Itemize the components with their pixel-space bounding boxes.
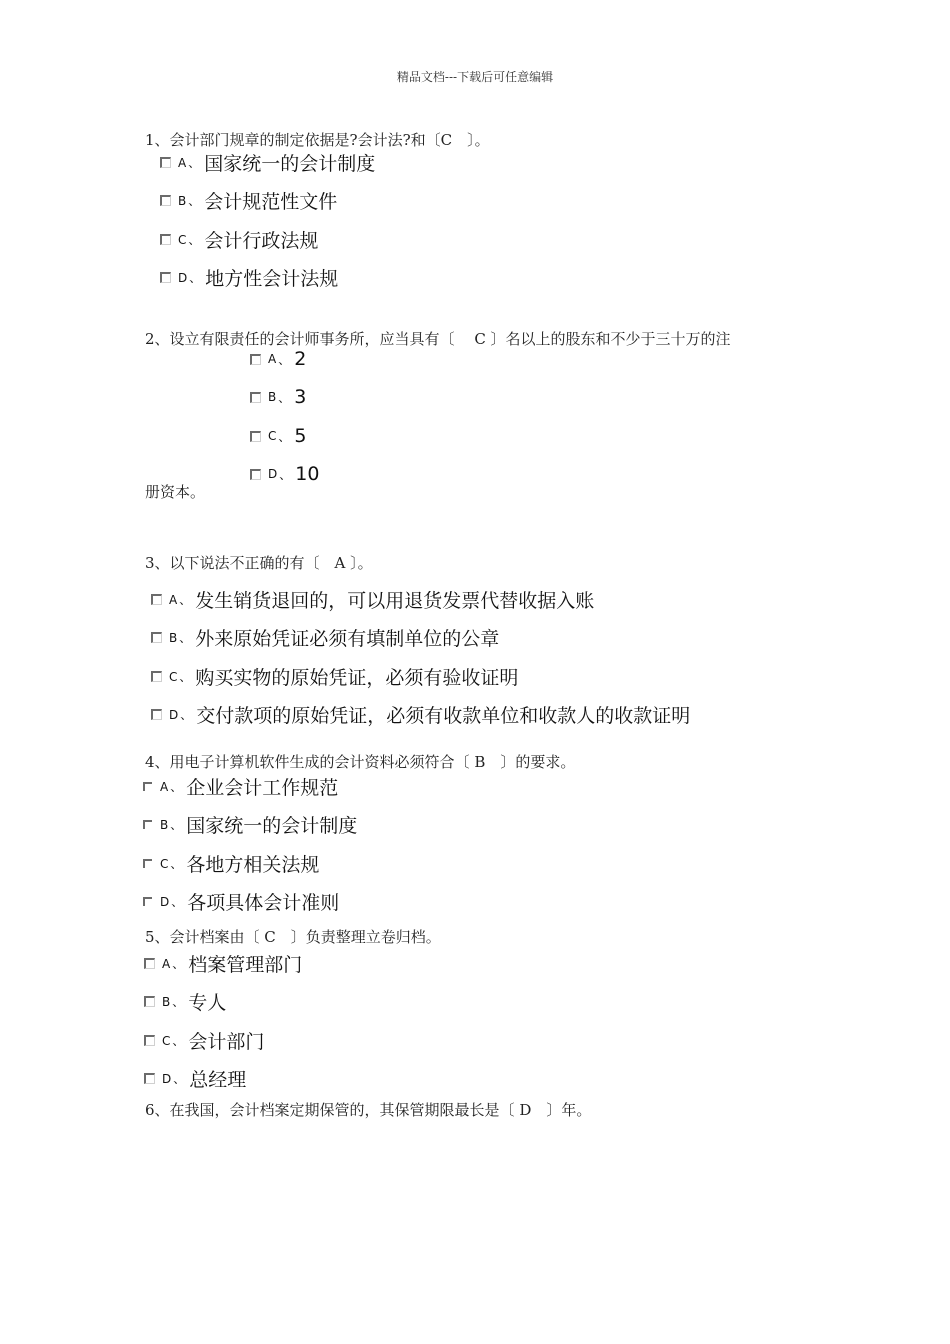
checkbox[interactable] [144,1035,155,1046]
option-label: 3 [294,386,307,408]
option-label: 会计规范性文件 [204,191,338,213]
option-letter: A [178,155,187,170]
q2-option-c[interactable]: C 、 5 [250,425,307,447]
option-letter: B [169,630,178,645]
q4-option-a[interactable]: A 、 企业会计工作规范 [143,773,338,800]
q3-option-d[interactable]: D 、 交付款项的原始凭证，必须有收款单位和收款人的收款证明 [151,701,690,728]
q5-option-a[interactable]: A 、 档案管理部门 [144,950,302,977]
checkbox[interactable] [250,354,261,365]
q4-option-b[interactable]: B 、 国家统一的会计制度 [143,811,357,838]
option-label: 企业会计工作规范 [186,777,339,799]
q3-option-c[interactable]: C 、 购买实物的原始凭证，必须有验收证明 [151,663,518,690]
option-letter: C [178,232,187,247]
checkbox[interactable] [160,272,171,283]
question-6-text: 6、在我国，会计档案定期保管的，其保管期限最长是〔 D 〕年。 [145,1101,592,1119]
q1-option-a[interactable]: A 、 国家统一的会计制度 [160,149,375,176]
question-4-text: 4、用电子计算机软件生成的会计资料必须符合〔 B 〕的要求。 [145,753,576,771]
option-letter: D [160,894,170,909]
question-2-text: 2、设立有限责任的会计师事务所，应当具有〔 C 〕名以上的股东和不少于三十万的注 [145,330,731,348]
option-label: 外来原始凭证必须有填制单位的公章 [195,628,500,650]
checkbox[interactable] [144,1073,155,1084]
option-letter: B [162,994,171,1009]
checkbox[interactable] [151,632,162,643]
q1-option-d[interactable]: D 、 地方性会计法规 [160,264,338,291]
q1-option-c[interactable]: C 、 会计行政法规 [160,226,318,253]
option-letter: C [169,669,178,684]
option-label: 国家统一的会计制度 [186,815,358,837]
option-letter: B [178,193,187,208]
q4-option-c[interactable]: C 、 各地方相关法规 [143,850,319,877]
option-letter: D [268,467,278,481]
option-label: 会计行政法规 [204,230,319,252]
option-label: 各项具体会计准则 [187,892,340,914]
option-label: 5 [294,425,307,447]
option-label: 10 [295,463,320,485]
checkbox[interactable] [160,234,171,245]
checkbox[interactable] [144,958,155,969]
q3-option-b[interactable]: B 、 外来原始凭证必须有填制单位的公章 [151,624,499,651]
option-letter: C [268,429,277,443]
checkbox[interactable] [250,469,261,480]
q2-option-d[interactable]: D 、 10 [250,463,319,485]
question-5-text: 5、会计档案由〔 C 〕负责整理立卷归档。 [145,928,441,946]
q2-option-a[interactable]: A 、 2 [250,348,306,370]
option-label: 交付款项的原始凭证，必须有收款单位和收款人的收款证明 [196,705,691,727]
question-3-text: 3、以下说法不正确的有〔 A 〕。 [145,554,373,572]
checkbox[interactable] [151,594,162,605]
checkbox[interactable] [144,996,155,1007]
q4-option-d[interactable]: D 、 各项具体会计准则 [143,888,339,915]
checkbox[interactable] [143,820,152,829]
option-letter: D [162,1071,172,1086]
option-letter: B [268,390,277,404]
option-letter: B [160,817,169,832]
option-letter: C [162,1033,171,1048]
q5-option-b[interactable]: B 、 专人 [144,988,226,1015]
checkbox[interactable] [143,897,152,906]
checkbox[interactable] [143,782,152,791]
option-letter: A [160,779,169,794]
option-letter: D [169,707,179,722]
q2-option-b[interactable]: B 、 3 [250,386,306,408]
q3-option-a[interactable]: A 、 发生销货退回的，可以用退货发票代替收据入账 [151,586,594,613]
option-label: 各地方相关法规 [186,854,320,876]
option-label: 发生销货退回的，可以用退货发票代替收据入账 [195,590,595,612]
option-label: 2 [294,348,307,370]
checkbox[interactable] [151,709,162,720]
checkbox[interactable] [160,195,171,206]
question-1-text: 1、会计部门规章的制定依据是?会计法?和〔C 〕。 [145,131,490,149]
option-letter: C [160,856,169,871]
q5-option-d[interactable]: D 、 总经理 [144,1065,246,1092]
checkbox[interactable] [160,157,171,168]
option-label: 国家统一的会计制度 [204,153,376,175]
option-label: 会计部门 [188,1031,265,1053]
q5-option-c[interactable]: C 、 会计部门 [144,1027,264,1054]
checkbox[interactable] [151,671,162,682]
checkbox[interactable] [143,859,152,868]
option-label: 专人 [188,992,227,1014]
question-2-continuation: 册资本。 [145,483,206,501]
option-label: 档案管理部门 [188,954,303,976]
option-letter: A [268,352,277,366]
option-label: 购买实物的原始凭证，必须有验收证明 [195,667,519,689]
checkbox[interactable] [250,431,261,442]
option-label: 总经理 [189,1069,247,1091]
option-letter: A [169,592,178,607]
option-label: 地方性会计法规 [205,268,339,290]
page-header: 精品文档---下载后可任意编辑 [396,70,554,84]
q1-option-b[interactable]: B 、 会计规范性文件 [160,187,337,214]
option-letter: A [162,956,171,971]
checkbox[interactable] [250,392,261,403]
option-letter: D [178,270,188,285]
